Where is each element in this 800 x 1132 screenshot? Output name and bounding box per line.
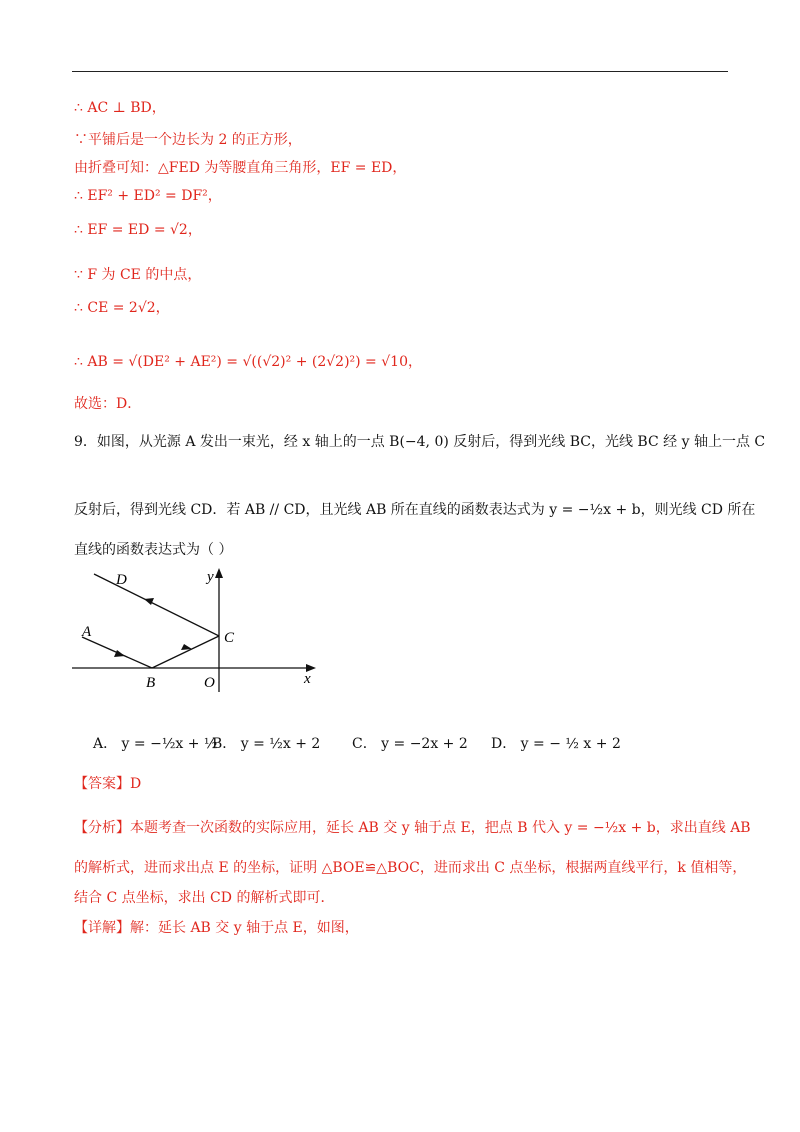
- header-rule: [72, 71, 728, 72]
- solution-line-1: ∴ AC ⊥ BD，: [74, 100, 166, 116]
- ray-cd: [94, 574, 219, 636]
- ray-bc: [152, 636, 219, 668]
- arrow-cd: [144, 598, 154, 605]
- label-a: A: [82, 624, 92, 640]
- solution-line-6: ∵ F 为 CE 的中点，: [74, 267, 202, 283]
- solution-line-4: ∴ EF² + ED² = DF²，: [74, 188, 222, 204]
- question-line-2: 反射后，得到光线 CD．若 AB // CD，且光线 AB 所在直线的函数表达式为 y = −½x + b，则光线 CD 所在: [74, 502, 756, 518]
- detail-line: 【详解】解：延长 AB 交 y 轴于点 E，如图，: [74, 920, 359, 936]
- label-x: x: [304, 671, 311, 687]
- label-b: B: [146, 675, 156, 691]
- solution-choice: 故选：D．: [74, 396, 142, 412]
- arrow-ab: [114, 650, 125, 657]
- analysis-line-2: 的解析式，进而求出点 E 的坐标，证明 △BOE≌△BOC，进而求出 C 点坐标，根据两直线平行，k 值相等，: [74, 860, 747, 876]
- option-b: B． y = ½x + 2: [212, 736, 321, 752]
- solution-line-7: ∴ CE = 2√2，: [74, 300, 170, 316]
- option-d: D． y = − ½ x + 2: [491, 736, 621, 752]
- reflection-figure: [68, 560, 328, 695]
- label-o: O: [204, 675, 215, 691]
- solution-line-8: ∴ AB = √(DE² + AE²) = √((√2)² + (2√2)²) = √10，: [74, 354, 422, 370]
- answer-line: 【答案】D: [74, 776, 142, 792]
- analysis-line-1: 【分析】本题考查一次函数的实际应用，延长 AB 交 y 轴于点 E，把点 B 代入 y = −½x + b，求出直线 AB: [74, 820, 751, 836]
- question-line-1: 9．如图，从光源 A 发出一束光，经 x 轴上的一点 B(−4, 0) 反射后，得到光线 BC，光线 BC 经 y 轴上一点 C: [74, 434, 766, 450]
- option-c: C． y = −2x + 2: [352, 736, 468, 752]
- solution-line-3: 由折叠可知：△FED 为等腰直角三角形，EF = ED，: [74, 160, 407, 176]
- label-y: y: [207, 569, 214, 585]
- label-c: C: [224, 630, 235, 646]
- arrow-bc: [181, 644, 192, 650]
- label-d: D: [116, 572, 127, 588]
- solution-line-2: ∵平铺后是一个边长为 2 的正方形，: [74, 132, 302, 148]
- analysis-line-3: 结合 C 点坐标，求出 CD 的解析式即可．: [74, 890, 335, 906]
- solution-line-5: ∴ EF = ED = √2，: [74, 222, 202, 238]
- question-line-3: 直线的函数表达式为（ ）: [74, 542, 233, 558]
- option-a: A． y = −½x + ½: [93, 736, 218, 752]
- y-axis-arrow: [215, 568, 223, 578]
